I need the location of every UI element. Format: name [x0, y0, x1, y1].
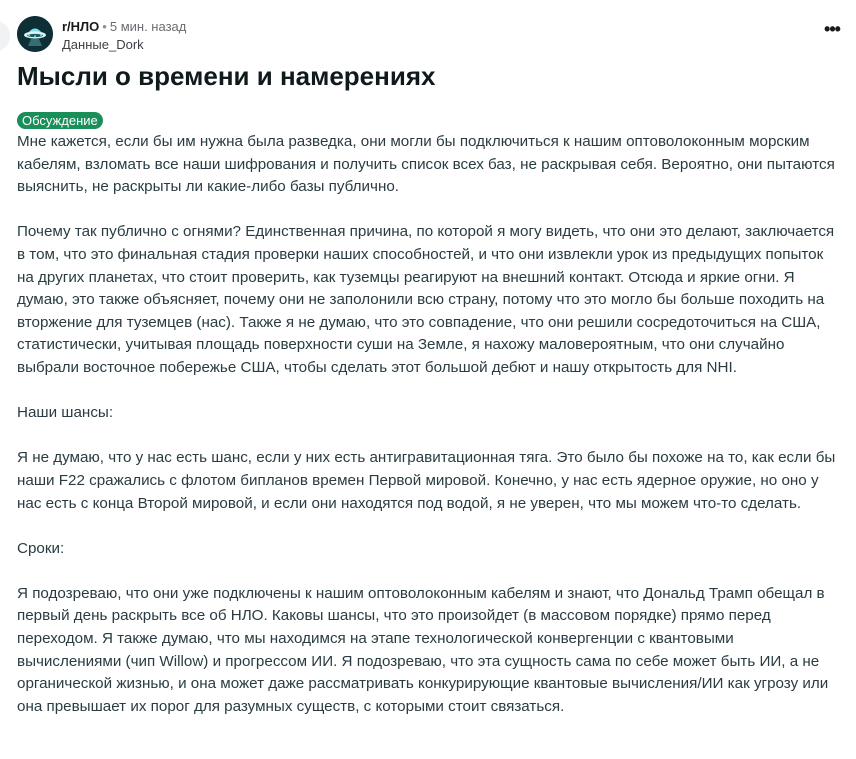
post-title: Мысли о времени и намерениях — [17, 61, 436, 91]
subreddit-name[interactable]: r/НЛО — [62, 19, 100, 34]
ufo-icon — [17, 16, 53, 52]
post-header — [17, 16, 842, 56]
post-body — [17, 131, 837, 741]
post-paragraph: Я подозреваю, что они уже подключены к нашим оптоволоконным кабелям и знают, что Дональд Трамп обещал в первый день раскрыть все об НЛО. Каковы шансы, что это произойдет (в массовом порядке) прямо перед переходом. Я также думаю, что мы находимся на этапе технологической конвергенции с квантовыми вычислениями (чип Willow) и прогрессом ИИ. Я подозреваю, что эта сущность сама по себе может быть ИИ, а не органической жизнью, и она может даже рассматривать конкурирующие квантовые вычисления/ИИ как угрозу или она превышает их порог для разумных существ, с которыми стоит связаться. — [17, 584, 829, 715]
post-meta — [62, 18, 186, 54]
more-options-button[interactable] — [822, 19, 842, 44]
back-button[interactable] — [0, 20, 10, 52]
post-paragraph: Мне кажется, если бы им нужна была разведка, они могли бы подключиться к нашим оптоволоконным морским кабелям, взломать все наши шифрования и получить список всех баз, не раскрывая себя. Вероятно, они пытаются выяснить, не раскрыты ли какие-либо базы публично. — [17, 133, 835, 196]
post-author[interactable]: Данные_Dork — [62, 37, 144, 52]
more-horizontal-icon: ••• — [824, 19, 840, 39]
meta-separator: • — [102, 19, 107, 34]
post-paragraph: Почему так публично с огнями? Единственная причина, по которой я могу видеть, что они это делают, заключается в том, что это финальная стадия проверки наших способностей, и что они извлекли урок из предыдущих попыток на других планетах, что стоит проверить, как туземцы реагируют на внешний контакт. Отсюда и яркие огни. Я думаю, это также объясняет, почему они не заполонили всю страну, потому что это могло бы больше походить на вторжение для туземцев (нас). Также я не думаю, что это совпадение, что они решили сосредоточиться на США, статистически, учитывая площадь поверхности суши на Земле, я нахожу маловероятным, что они случайно выбрали восточное побережье США, чтобы сделать этот большой дебют и нашу открытость для NHI. — [17, 223, 835, 376]
post-flair[interactable]: Обсуждение — [17, 112, 103, 129]
post-paragraph: Наши шансы: — [17, 404, 114, 422]
subreddit-avatar[interactable] — [17, 16, 53, 52]
post-time: 5 мин. назад — [109, 19, 187, 34]
post-paragraph: Я не думаю, что у нас есть шанс, если у них есть антигравитационная тяга. Это было бы похоже на то, как если бы наши F22 сражались с флотом бипланов времен Первой мировой. Конечно, у нас есть ядерное оружие, но оно у нас есть с конца Второй мировой, и если они находятся под водой, я не уверен, что мы можем что-то сделать. — [17, 449, 836, 512]
post-paragraph: Сроки: — [17, 539, 65, 557]
